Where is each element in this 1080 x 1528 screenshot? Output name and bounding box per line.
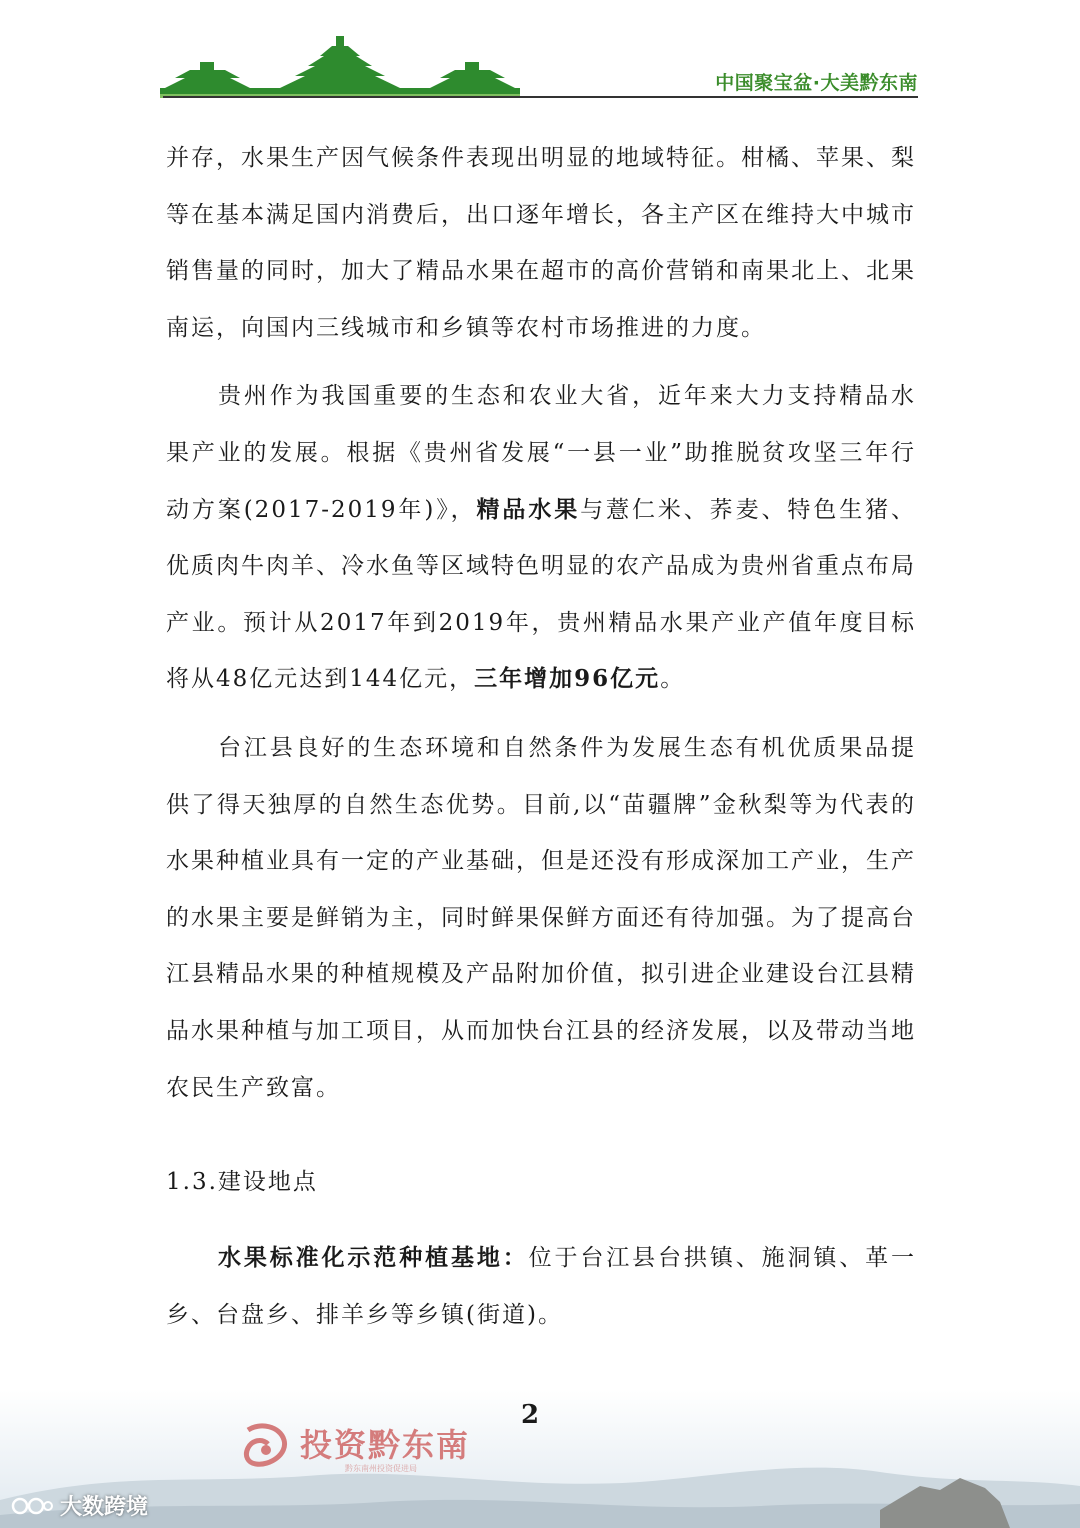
drum-tower-logo-icon xyxy=(160,30,520,100)
paragraph-2 xyxy=(166,368,916,708)
section-label: 水果标准化示范种植基地： xyxy=(218,1244,529,1272)
paragraph-3: 台江县良好的生态环境和自然条件为发展生态有机优质果品提供了得天独厚的自然生态优势。目前,以“苗疆牌”金秋梨等为代表的水果种植业具有一定的产业基础，但是还没有形成深加工产业，生产的水果主要是鲜销为主，同时鲜果保鲜方面还有待加强。为了提高台江县精品水果的种植规模及产品附加价值，拟引进企业建设台江县精品水果种植与加工项目，从而加快台江县的经济发展，以及带动当地农民生产致富。 xyxy=(166,734,916,1101)
watermark-logo-icon xyxy=(10,1494,54,1518)
section-paragraph xyxy=(166,1230,916,1343)
paragraph-1: 并存，水果生产因气候条件表现出明显的地域特征。柑橘、苹果、梨等在基本满足国内消费后，出口逐年增长，各主产区在维持大中城市销售量的同时，加大了精品水果在超市的高价营销和南果北上、北果南运，向国内三线城市和乡镇等农村市场推进的力度。 xyxy=(166,145,916,341)
footer-logo-text: 投资黔东南 xyxy=(300,1426,471,1464)
footer-tagline: 黔东南州投资促进局 xyxy=(345,1464,417,1473)
watermark xyxy=(10,1490,148,1521)
paragraph-2-text-a: 贵州作为我国重要的生态和农业大省，近年来大力支持精品水果产业的发展。根据《贵州省发展“一县一业”助推脱贫攻坚三年行动方案(2017-2019年)》， xyxy=(166,383,916,523)
header-divider xyxy=(163,96,918,98)
section-text: 位于台江县台拱镇、施洞镇、革一乡、台盘乡、排羊乡等乡镇(街道)。 xyxy=(166,1245,917,1328)
document-body xyxy=(166,130,916,1343)
paragraph-2-bold-b: 三年增加96亿元 xyxy=(474,665,661,693)
paragraph-2-text-c: 。 xyxy=(660,666,686,693)
section-heading: 1.3.建设地点 xyxy=(166,1169,318,1196)
header-title: 中国聚宝盆·大美黔东南 xyxy=(715,72,918,94)
paragraph-2-bold-a: 精品水果 xyxy=(476,495,581,523)
page-number: 2 xyxy=(520,1400,540,1430)
paragraph-2-text-b: 与薏仁米、荞麦、特色生猪、优质肉牛肉羊、冷水鱼等区域特色明显的农产品成为贵州省重点布局产业。预计从2017年到2019年，贵州精品水果产业产值年度目标将从48亿元达到144亿元， xyxy=(166,496,917,693)
watermark-text: 大数跨境 xyxy=(60,1495,149,1520)
page-header xyxy=(0,0,1080,110)
